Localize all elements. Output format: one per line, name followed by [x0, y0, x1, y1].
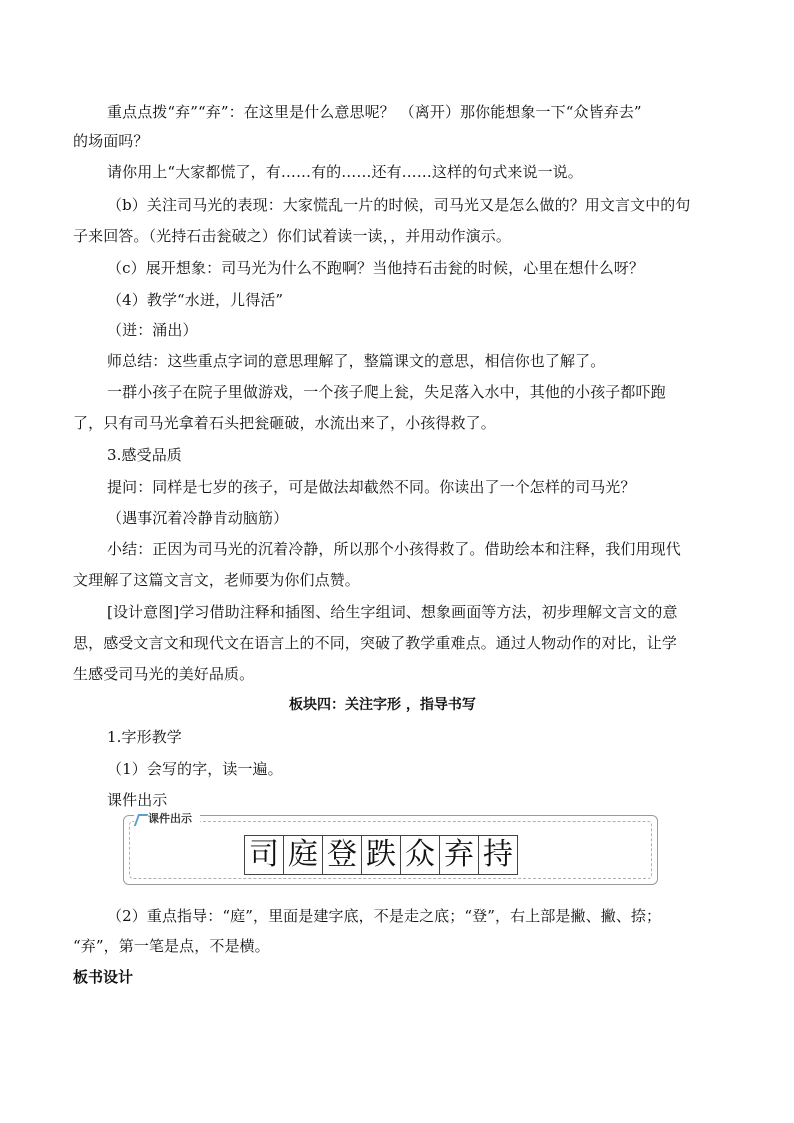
paragraph-line: 1.字形教学: [107, 728, 182, 746]
paragraph-line: 师总结：这些重点字词的意思理解了，整篇课文的意思，相信你也了解了。: [107, 352, 606, 370]
paragraph-line: 3.感受品质: [107, 446, 182, 464]
paragraph-line: “弃”，第一笔是点，不是横。: [73, 937, 270, 955]
paragraph-line: 的场面吗？: [73, 132, 149, 150]
paragraph-line: （4）教学“水迸，儿得活”: [107, 291, 284, 309]
character-cell: 庭: [283, 835, 323, 875]
paragraph-line: 一群小孩子在院子里做游戏，一个孩子爬上瓮，失足落入水中，其他的小孩子都吓跑: [107, 383, 666, 401]
character-cell: 众: [400, 835, 440, 875]
character-cell: 跌: [361, 835, 401, 875]
paragraph-line: 思，感受文言文和现代文在语言上的不同，突破了教学重难点。通过人物动作的对比，让学: [73, 634, 678, 652]
paragraph-line: 文理解了这篇文言文，老师要为你们点赞。: [73, 571, 360, 589]
character-cell: 登: [322, 835, 362, 875]
paragraph-line: 子来回答。（光持石击瓮破之）你们试着读一读，，并用动作演示。: [73, 227, 512, 245]
paragraph-line: 小结：正因为司马光的沉着冷静，所以那个小孩得救了。借助绘本和注释，我们用现代: [107, 540, 681, 558]
courseware-tab-label: 课件出示: [134, 811, 200, 827]
character-grid: [244, 835, 518, 875]
character-cell: 司: [244, 835, 284, 875]
character-cell: 弃: [439, 835, 479, 875]
paragraph-line: （2）重点指导：“庭”，里面是建字底，不是走之底；“登”，右上部是撇、撇、捺；: [107, 907, 662, 925]
paragraph-line: [设计意图]学习借助注释和插图、给生字组词、想象画面等方法，初步理解文言文的意: [107, 603, 678, 621]
paragraph-line: （c）展开想象：司马光为什么不跑啊？当他持石击瓮的时候，心里在想什么呀？: [107, 259, 645, 277]
paragraph-line: （遇事沉着冷静肯动脑筋）: [107, 509, 289, 527]
paragraph-line: （迸：涌出）: [107, 321, 198, 339]
courseware-box: [123, 812, 658, 885]
paragraph-line: 请你用上“大家都慌了，有……有的……还有……这样的句式来说一说。: [107, 163, 583, 181]
board-design-title: 板书设计: [73, 968, 134, 986]
character-cell: 持: [478, 835, 518, 875]
paragraph-line: 生感受司马光的美好品质。: [73, 665, 255, 683]
paragraph-line: 课件出示: [107, 791, 168, 809]
paragraph-line: 重点点拨“弃”“弃”：在这里是什么意思呢？ （离开）那你能想象一下“众皆弃去”: [107, 103, 642, 121]
paragraph-line: （b）关注司马光的表现：大家慌乱一片的时候，司马光又是怎么做的？用文言文中的句: [107, 196, 691, 214]
paragraph-line: （1）会写的字，读一遍。: [107, 760, 283, 778]
paragraph-line: 提问：同样是七岁的孩子，可是做法却截然不同。你读出了一个怎样的司马光？: [107, 478, 636, 496]
section-heading: 板块四：关注字形 ，指导书写: [289, 697, 476, 713]
paragraph-line: 了，只有司马光拿着石头把瓮砸破，水流出来了，小孩得救了。: [73, 414, 496, 432]
